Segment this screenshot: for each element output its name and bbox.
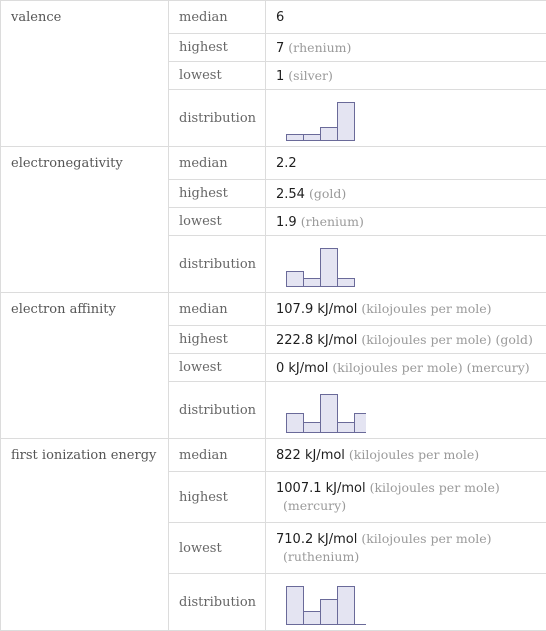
histogram-bar [338, 587, 355, 625]
property-name-electron-affinity: electron affinity [1, 293, 169, 439]
histogram-bar [287, 135, 304, 141]
median-number: 822 kJ/mol [276, 448, 345, 463]
histogram-bar [304, 612, 321, 625]
lowest-number: 710.2 kJ/mol [276, 532, 357, 547]
lowest-unit: (kilojoules per mole) [361, 531, 491, 546]
highest-element-line [276, 497, 536, 515]
histogram-bar [287, 587, 304, 625]
median-number: 6 [276, 10, 284, 25]
property-name-valence: valence [1, 1, 169, 147]
median-label: median [169, 1, 266, 34]
electronegativity-median-row [1, 147, 546, 180]
highest-label: highest [169, 180, 266, 208]
histogram-bar [338, 279, 355, 287]
highest-unit: (kilojoules per mole) [370, 480, 500, 495]
valence-median-row [1, 1, 546, 34]
valence-distribution-histogram [276, 93, 366, 143]
lowest-element: (ruthenium) [283, 549, 359, 564]
lowest-unit: (kilojoules per mole) [332, 360, 462, 375]
highest-element: (gold) [309, 186, 346, 201]
lowest-number: 1.9 [276, 215, 297, 230]
lowest-value [266, 354, 546, 382]
distribution-cell [266, 574, 546, 631]
highest-value [266, 34, 546, 62]
highest-number: 222.8 kJ/mol [276, 333, 357, 348]
histogram-bar [304, 423, 321, 433]
lowest-element: (silver) [288, 68, 333, 83]
distribution-cell [266, 90, 546, 147]
highest-number: 2.54 [276, 187, 305, 202]
property-name-first-ionization-energy: first ionization energy [1, 439, 169, 631]
highest-label: highest [169, 326, 266, 354]
electron-affinity-distribution-histogram [276, 385, 366, 435]
highest-element: (gold) [496, 332, 533, 347]
highest-unit: (kilojoules per mole) [361, 332, 491, 347]
histogram-bar [304, 135, 321, 141]
property-name-electronegativity: electronegativity [1, 147, 169, 293]
median-value [266, 1, 546, 34]
median-number: 107.9 kJ/mol [276, 302, 357, 317]
highest-value [266, 326, 546, 354]
distribution-label: distribution [169, 90, 266, 147]
median-unit: (kilojoules per mole) [361, 301, 491, 316]
median-label: median [169, 147, 266, 180]
histogram-bar [287, 414, 304, 433]
histogram-bar [338, 103, 355, 141]
highest-label: highest [169, 34, 266, 62]
distribution-label: distribution [169, 236, 266, 293]
histogram-bar [321, 395, 338, 433]
histogram-bar [321, 249, 338, 287]
electronegativity-distribution-histogram [276, 239, 366, 289]
median-unit: (kilojoules per mole) [349, 447, 479, 462]
lowest-value [266, 208, 546, 236]
median-number: 2.2 [276, 156, 297, 171]
highest-label: highest [169, 472, 266, 523]
highest-element: (rhenium) [288, 40, 351, 55]
lowest-element: (rhenium) [301, 214, 364, 229]
median-label: median [169, 439, 266, 472]
distribution-cell [266, 236, 546, 293]
lowest-label: lowest [169, 354, 266, 382]
lowest-value [266, 62, 546, 90]
histogram-bar [338, 423, 355, 433]
highest-value [266, 472, 546, 523]
highest-element: (mercury) [283, 498, 346, 513]
lowest-element-line [276, 548, 536, 566]
lowest-element: (mercury) [467, 360, 530, 375]
lowest-label: lowest [169, 523, 266, 574]
ionization-energy-median-row [1, 439, 546, 472]
distribution-label: distribution [169, 574, 266, 631]
median-value [266, 147, 546, 180]
lowest-number: 0 kJ/mol [276, 361, 328, 376]
median-value [266, 293, 546, 326]
lowest-label: lowest [169, 208, 266, 236]
distribution-cell [266, 382, 546, 439]
lowest-number: 1 [276, 69, 284, 84]
highest-value [266, 180, 546, 208]
histogram-bar [287, 272, 304, 287]
median-value [266, 439, 546, 472]
highest-number: 7 [276, 41, 284, 56]
distribution-label: distribution [169, 382, 266, 439]
lowest-label: lowest [169, 62, 266, 90]
histogram-bar [321, 600, 338, 625]
histogram-bar [355, 414, 367, 433]
highest-number: 1007.1 kJ/mol [276, 481, 366, 496]
first-ionization-energy-distribution-histogram [276, 577, 366, 627]
median-label: median [169, 293, 266, 326]
electron-affinity-median-row [1, 293, 546, 326]
lowest-value [266, 523, 546, 574]
histogram-bar [321, 128, 338, 141]
histogram-bar [304, 279, 321, 287]
